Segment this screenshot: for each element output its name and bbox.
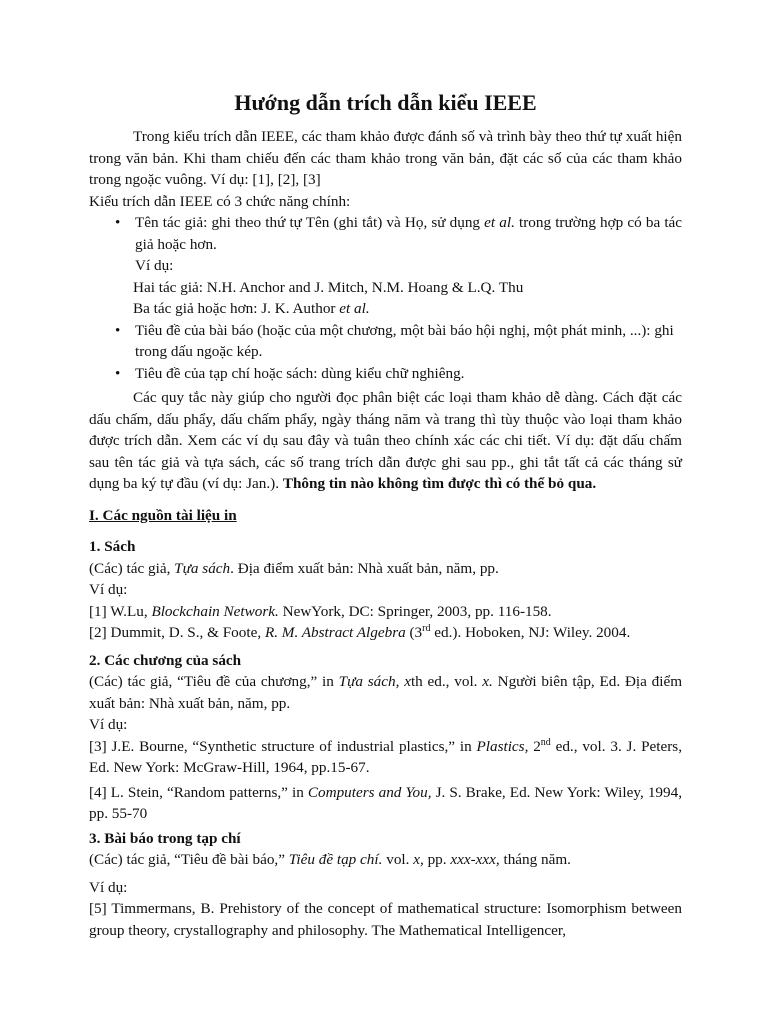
reference-4: [4] L. Stein, “Random patterns,” in Computers and You, J. S. Brake, Ed. New York: Wiley, 1994, pp. 55-70 — [89, 783, 682, 822]
rules-bold-note: Thông tin nào không tìm được thì có thể bỏ qua. — [282, 475, 597, 492]
bullet-icon: • — [115, 321, 121, 339]
functions-line: Kiểu trích dẫn IEEE có 3 chức năng chính: — [89, 192, 351, 210]
books-example-label: Ví dụ: — [89, 581, 128, 598]
list-item — [89, 212, 682, 255]
journals-example-label: Ví dụ: — [89, 878, 128, 896]
reference-3: [3] J.E. Bourne, “Synthetic structure of industrial plastics,” in Plastics, 2nd ed., vol. 3. J. Peters, Ed. New York: McGraw-Hill, 1964, pp.15-67. — [89, 736, 682, 776]
author-rule-text: Tên tác giả: ghi theo thứ tự Tên (ghi tắt) và Họ, sử dụng — [135, 214, 481, 231]
example-two-authors: Hai tác giả: N.H. Anchor and J. Mitch, N.M. Hoang & L.Q. Thu — [133, 278, 524, 296]
functions-list-cont — [89, 320, 682, 385]
bullet-icon: • — [115, 364, 121, 382]
list-item — [89, 320, 682, 363]
reference-2: [2] Dummit, D. S., & Foote, R. M. Abstract Algebra (3rd ed.). Hoboken, NJ: Wiley. 2004. — [89, 622, 631, 641]
list-item — [89, 363, 682, 385]
example-three-authors: Ba tác giả hoặc hơn: J. K. Author et al. — [133, 300, 370, 317]
rules-paragraph: Các quy tắc này giúp cho người đọc phân biệt các loại tham khảo dễ dàng. Cách đặt các dấu chấm, dấu phẩy, dấu chấm phẩy, ngày tháng năm và trang thì tùy thuộc vào loại tham khảo được trích dẫn. Xem các ví dụ sau đây và tuân theo chính xác các chi tiết. Ví dụ: đặt dấu chấm sau tên tác giả và tựa sách, các số trang trích dẫn được ghi sau pp., ghi tắt tất cả các tháng sử dụng ba ký tự đầu (ví dụ: Jan.). Thông tin nào không tìm được thì có thể bỏ qua. — [89, 389, 682, 492]
chapters-format: (Các) tác giả, “Tiêu đề của chương,” in Tựa sách, xth ed., vol. x. Người biên tập, Ed. Địa điểm xuất bản: Nhà xuất bản, năm, pp. — [89, 673, 683, 712]
functions-list — [89, 212, 682, 255]
et-al-text: et al. — [484, 214, 515, 231]
reference-5: [5] Timmermans, B. Prehistory of the concept of mathematical structure: Isomorphism between group theory, crystallography and philosophy. The Mathematical Intelligencer, — [89, 900, 682, 939]
books-heading: 1. Sách — [89, 538, 136, 555]
author-rule-rest: trong trường hợp có ba tác giả hoặc hơn. — [135, 214, 683, 253]
page-title: Hướng dẫn trích dẫn kiểu IEEE — [234, 90, 537, 115]
reference-1: [1] W.Lu, Blockchain Network. NewYork, DC: Springer, 2003, pp. 116-158. — [89, 602, 552, 620]
journals-format: (Các) tác giả, “Tiêu đề bài báo,” Tiêu đề tạp chí. vol. x, pp. xxx-xxx, tháng năm. — [89, 851, 571, 868]
chapters-example-label: Ví dụ: — [89, 716, 128, 733]
books-format: (Các) tác giả, Tựa sách. Địa điểm xuất bản: Nhà xuất bản, năm, pp. — [89, 559, 499, 577]
chapters-heading: 2. Các chương của sách — [89, 651, 242, 669]
bullet-icon: • — [115, 214, 121, 231]
intro-paragraph: Trong kiểu trích dẫn IEEE, các tham khảo được đánh số và trình bày theo thứ tự xuất hiện trong văn bản. Khi tham chiếu đến các tham khảo trong văn bản, đặt các số của các tham khảo trong ngoặc vuông. Ví dụ: [1], [2], [3] — [89, 128, 682, 188]
section-heading-printed: I. Các nguồn tài liệu in — [89, 506, 237, 524]
journals-heading: 3. Bài báo trong tạp chí — [89, 829, 241, 847]
example-label: Ví dụ: — [135, 257, 174, 274]
journal-rule-text: Tiêu đề của tạp chí hoặc sách: dùng kiểu chữ nghiêng. — [135, 364, 465, 382]
title-rule-text: Tiêu đề của bài báo (hoặc của một chương, một bài báo hội nghị, một phát minh, ...): ghi trong dấu ngoặc kép. — [135, 321, 674, 360]
